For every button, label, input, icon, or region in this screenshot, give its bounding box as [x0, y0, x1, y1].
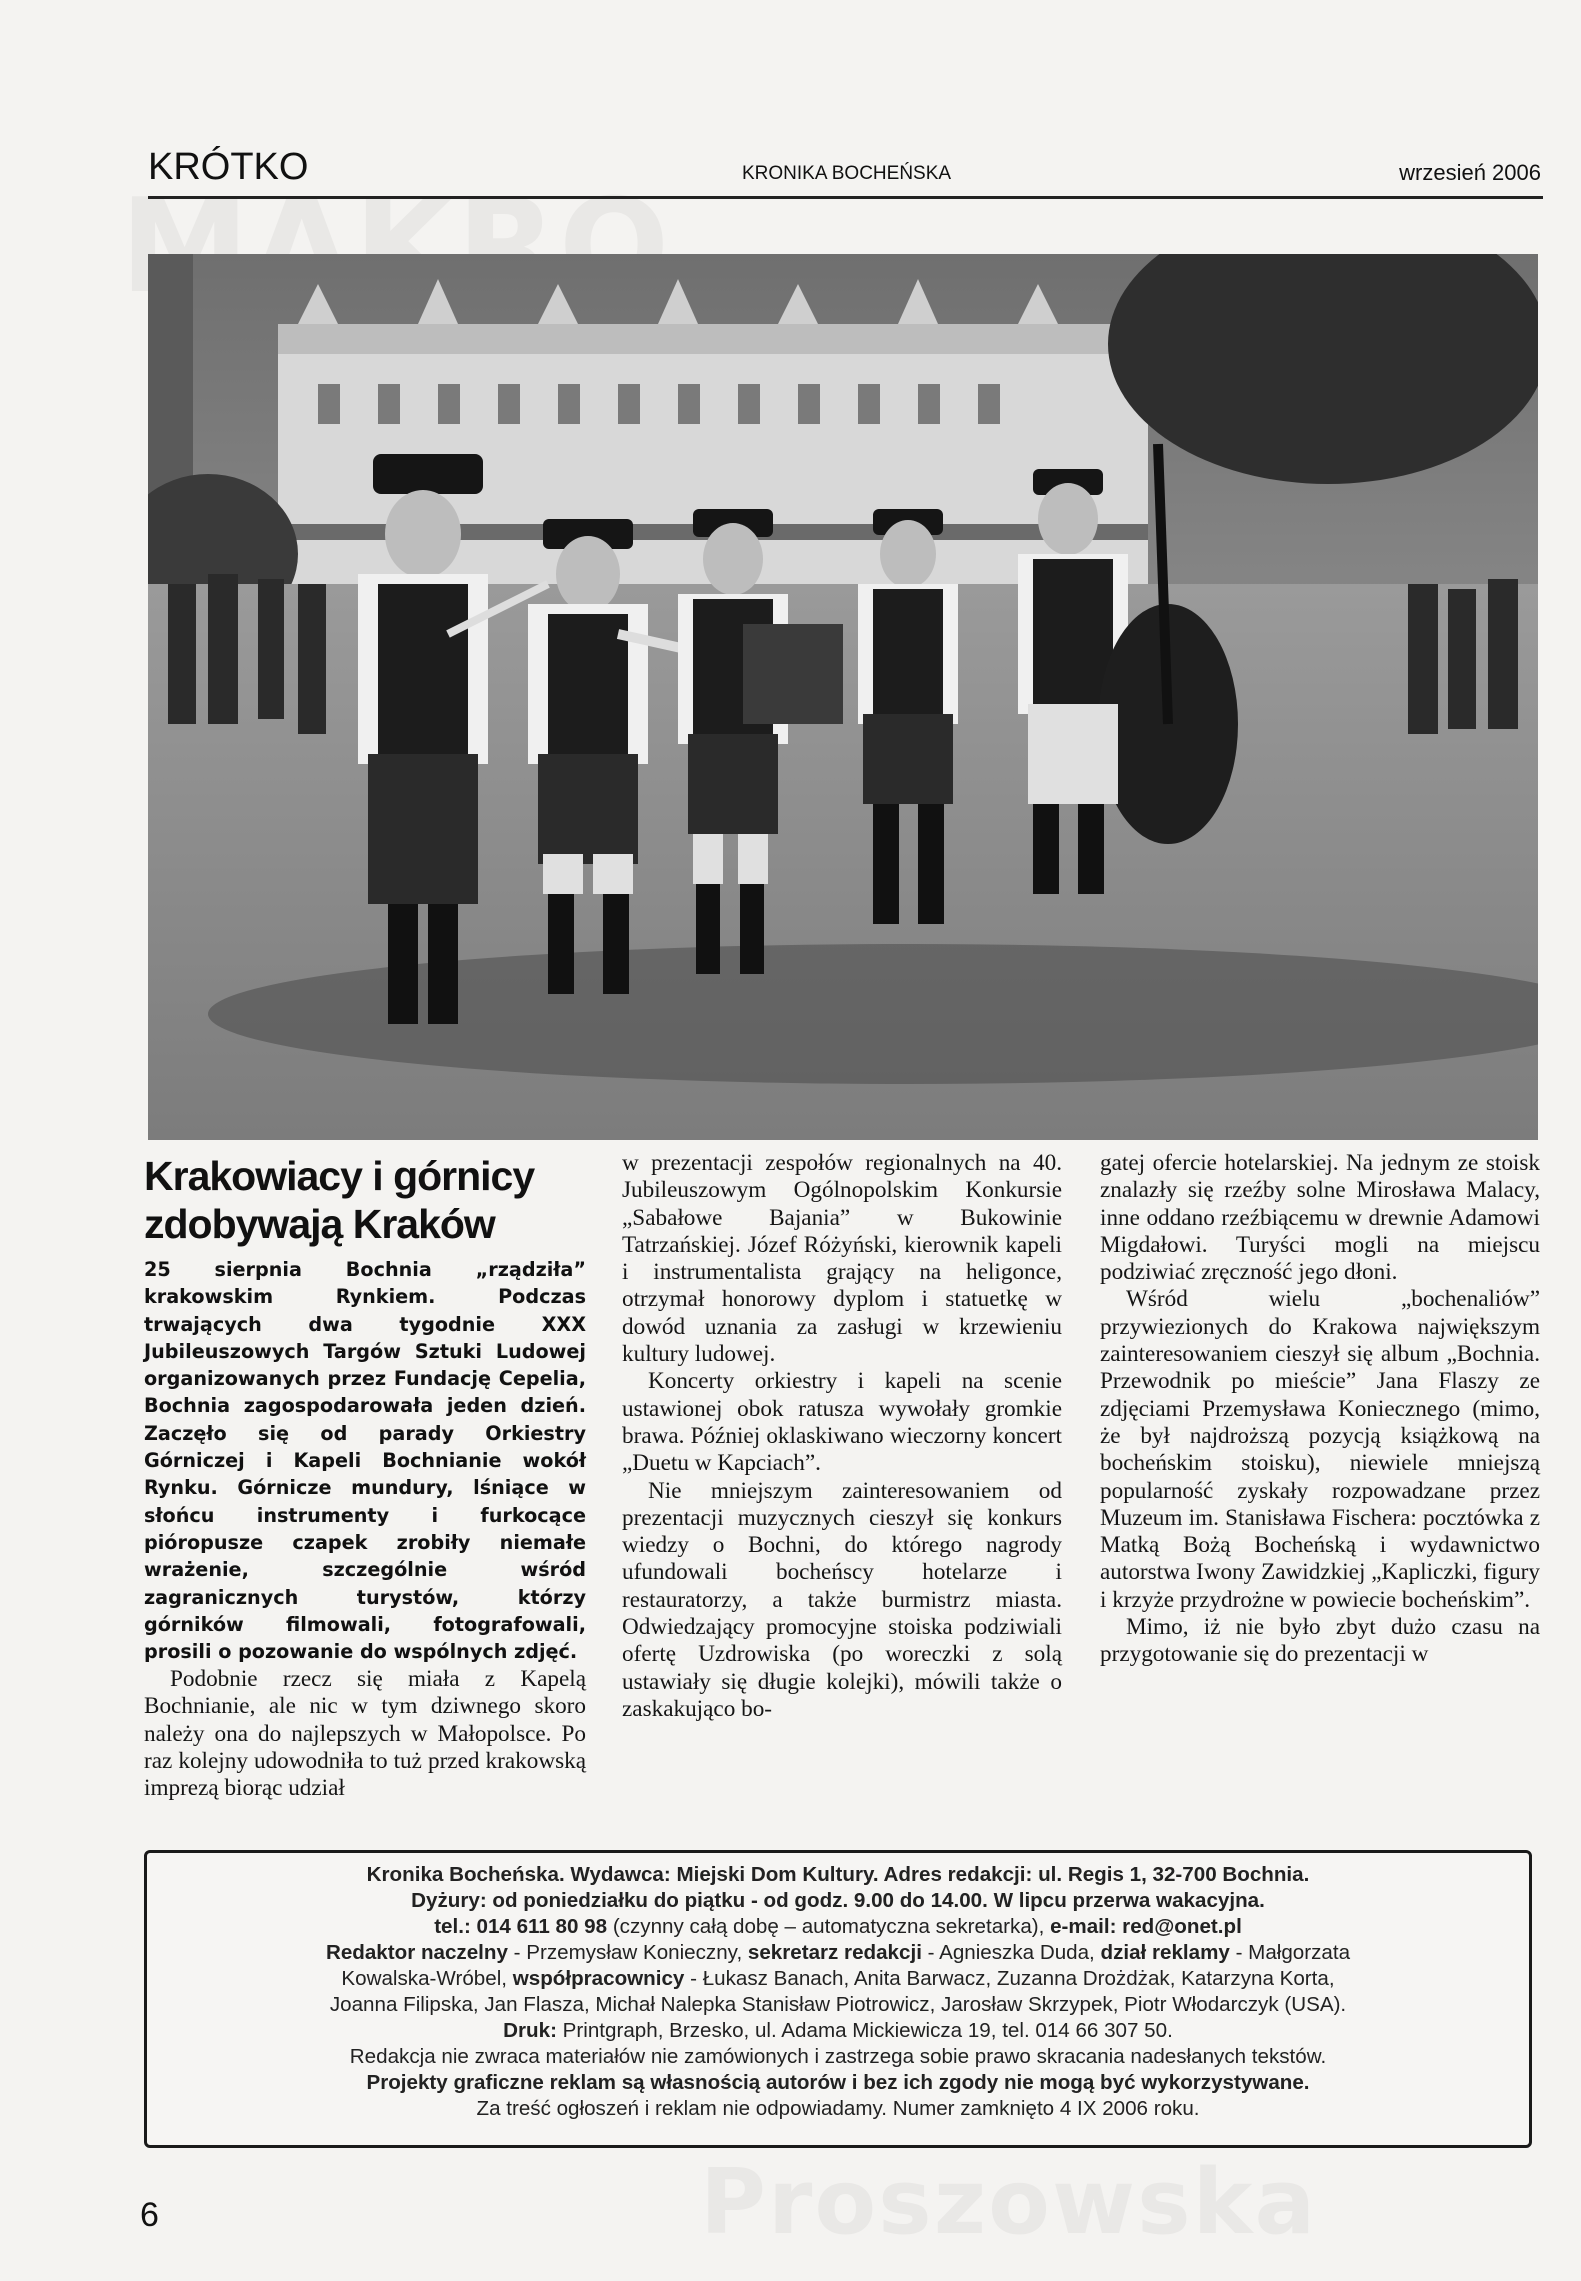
secretary-label: sekretarz redakcji	[747, 1941, 922, 1964]
article-photo	[148, 254, 1538, 1140]
printer-info: Printgraph, Brzesko, ul. Adama Mickiewicza 19, tel. 014 66 307 50.	[556, 2019, 1173, 2042]
article-column-2	[622, 1150, 1062, 1723]
bleed-through-texture	[700, 2150, 1317, 2255]
imprint-hours-line: Dyżury: od poniedziałku do piątku - od godz. 9.00 do 14.00. W lipcu przerwa wakacyjna.	[411, 1889, 1265, 1912]
imprint-contributors-line	[165, 1966, 1511, 1992]
secretary-name: - Agnieszka Duda,	[921, 1941, 1101, 1964]
ads-label: dział reklamy	[1100, 1941, 1230, 1964]
article-paragraph: Wśród wielu „bochenaliów” przywiezionych do Krakowa największym zainteresowaniem cieszył się album „Bochnia. Przewodnik po mieście” Jana Flaszy ze zdjęciami Przemysława Koniecznego (mimo, że był najdroższą pozycją książkową na bocheńskim stoisku), niewiele mniejszą popularność zyskały rozpowadzane przez Muzeum im. Stanisława Fischera: pocztówka z Matką Bożą Bocheńską i wydawnictwo autorstwa Iwony Zawidzkiej „Kapliczki, figury i krzyże przydrożne w powiecie bocheńskim”.	[1100, 1286, 1540, 1613]
band-photo-illustration	[148, 254, 1538, 1140]
article-column-3	[1100, 1150, 1540, 1669]
imprint-box	[144, 1850, 1532, 2148]
article-headline	[144, 1152, 594, 1248]
phone-number: tel.: 014 611 80 98	[434, 1915, 608, 1938]
imprint-copyright-line: Projekty graficzne reklam są własnością autorów i bez ich zgody nie mogą być wykorzystywane.	[366, 2071, 1310, 2094]
imprint-editors-line	[165, 1940, 1511, 1966]
headline-line: zdobywają Kraków	[144, 1201, 495, 1247]
contributors-names: - Łukasz Banach, Anita Barwacz, Zuzanna Drożdżak, Katarzyna Korta,	[684, 1967, 1335, 1990]
page-number: 6	[140, 2196, 159, 2234]
magazine-name: KRONIKA BOCHEŃSKA	[742, 163, 952, 184]
editor-name: - Przemysław Konieczny,	[507, 1941, 748, 1964]
contributors-label: współpracownicy	[512, 1967, 685, 1990]
print-label: Druk:	[503, 2019, 557, 2042]
email-address[interactable]: e-mail: red@onet.pl	[1050, 1915, 1242, 1938]
ads-name: - Małgorzata	[1229, 1941, 1351, 1964]
header-rule	[148, 196, 1543, 199]
issue-date: wrzesień 2006	[1399, 160, 1541, 185]
imprint-publisher-line: Kronika Bocheńska. Wydawca: Miejski Dom Kultury. Adres redakcji: ul. Regis 1, 32-700 Bochnia.	[366, 1863, 1310, 1886]
article-lead: 25 sierpnia Bochnia „rządziła” krakowskim Rynkiem. Podczas trwających dwa tygodnie XXX Jubileuszowych Targów Sztuki Ludowej organizowanych przez Fundację Cepelia, Bochnia zagospodarowała jeden dzień. Zaczęło się od parady Orkiestry Górniczej i Kapeli Bochnianie wokół Rynku. Górnicze mundury, lśniące w słońcu instrumenty i furkocące pióropusze czapek zrobiły niemałe wrażenie, szczególnie wśród zagranicznych turystów, którzy górników filmowali, fotografowali, prosili o pozowanie do wspólnych zdjęć.	[144, 1258, 586, 1664]
imprint-print-line	[165, 2018, 1511, 2044]
imprint-closing-line: Za treść ogłoszeń i reklam nie odpowiadamy. Numer zamknięto 4 IX 2006 roku.	[476, 2097, 1200, 2120]
article-paragraph: gatej ofercie hotelarskiej. Na jednym ze stoisk znalazły się rzeźby solne Mirosława Malacy, inne oddano rzeźbiącemu w drewnie Adamowi Migdałowi. Turyści mogli na miejscu podziwiać zręczność jego dłoni.	[1100, 1150, 1540, 1286]
article-paragraph: Nie mniejszym zainteresowaniem od prezentacji muzycznych cieszył się konkurs wiedzy o Bochni, do którego nagrody ufundowali bocheńscy hotelarze i restauratorzy, a także burmistrz miasta. Odwiedzający promocyjne stoiska podziwiali ofertę Uzdrowiska (po woreczki z solą ustawiały się długie kolejki), mówili także o zaskakująco bo-	[622, 1477, 1062, 1722]
article-paragraph: Podobnie rzecz się miała z Kapelą Bochnianie, ale nic w tym dziwnego skoro należy ona do najlepszych w Małopolsce. Po raz kolejny udowodniła to tuż przed krakowską imprezą biorąc udział	[144, 1666, 586, 1802]
article-paragraph: Koncerty orkiestry i kapeli na scenie ustawionej obok ratusza wywołały gromkie brawa. Później oklaskiwano wieczorny koncert „Duetu w Kapciach”.	[622, 1368, 1062, 1477]
phone-note: (czynny całą dobę – automatyczna sekretarka),	[607, 1915, 1051, 1938]
imprint-disclaimer-line: Redakcja nie zwraca materiałów nie zamówionych i zastrzega sobie prawo skracania nadesłanych tekstów.	[349, 2045, 1327, 2068]
headline-line: Krakowiacy i górnicy	[144, 1153, 535, 1199]
imprint-contributors-line-2: Joanna Filipska, Jan Flasza, Michał Nalepka Stanisław Piotrowicz, Jarosław Skrzypek, Piotr Włodarczyk (USA).	[329, 1993, 1347, 2016]
article-paragraph: Mimo, iż nie było zbyt dużo czasu na przygotowanie się do prezentacji w	[1100, 1614, 1540, 1668]
article-paragraph: w prezentacji zespołów regionalnych na 40. Jubileuszowym Ogólnopolskim Konkursie „Sabałowe Bajania” w Bukowinie Tatrzańskiej. Józef Różyński, kierownik kapeli i instrumentalista grający na heligonce, otrzymał honorowy dyplom i statuetkę w dowód uznania za zasługi w krzewieniu kultury ludowej.	[622, 1150, 1062, 1368]
article-column-1	[144, 1666, 586, 1802]
editor-label: Redaktor naczelny	[325, 1941, 508, 1964]
ads-name-cont: Kowalska-Wróbel,	[341, 1967, 513, 1990]
imprint-contact-line	[165, 1914, 1511, 1940]
section-title: KRÓTKO	[148, 146, 309, 188]
